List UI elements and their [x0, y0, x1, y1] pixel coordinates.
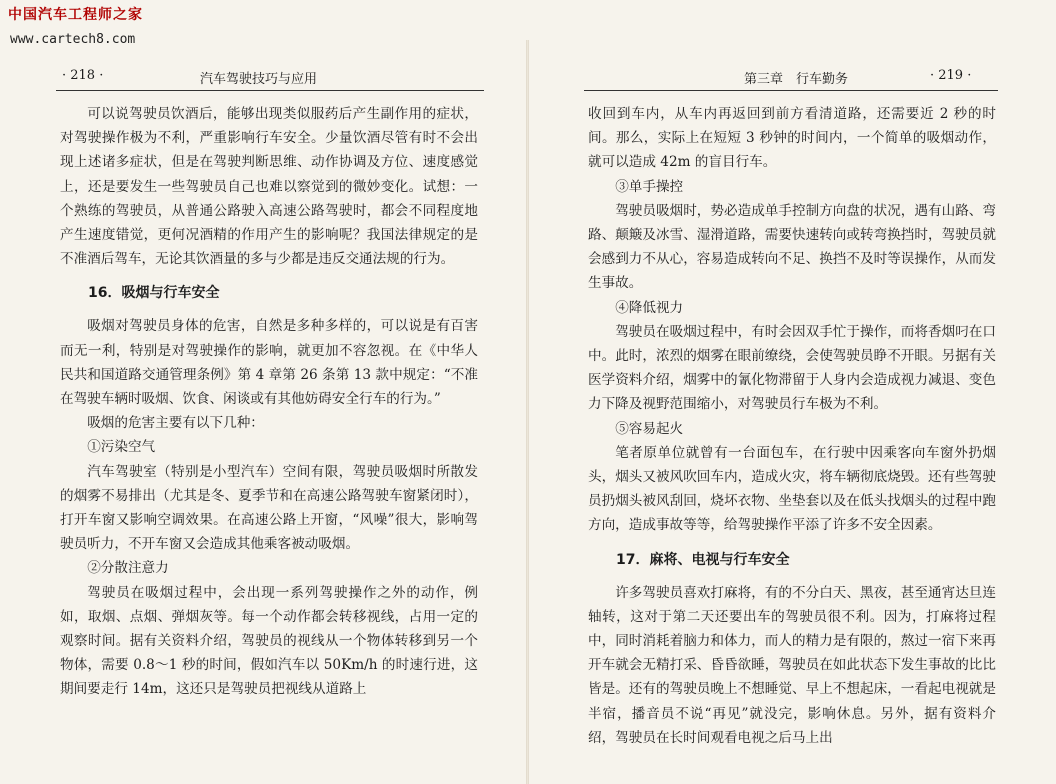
page-number: · 218 ·: [62, 68, 104, 83]
running-header: 第三章 行车勤务: [744, 72, 849, 87]
paragraph: 吸烟的危害主要有以下几种：: [87, 415, 264, 432]
paragraph: 收回到车内，从车内再返回到前方看清道路，还需要近 2 秒的时间。那么，实际上在短短 3 秒钟的时间内，一个简单的吸烟动作，就可以造成 42m 的盲目行车。: [588, 106, 996, 171]
page-body: [60, 102, 478, 702]
paragraph: 吸烟对驾驶员身体的危害，自然是多种多样的，可以说是有百害而无一利，特别是对驾驶操作的影响，就更加不容忽视。在《中华人民共和国道路交通管理条例》第 4 章第 26 条第 13 款中规定：“不准在驾驶车辆时吸烟、饮食、闲谈或有其他妨碍安全行车的行为。”: [60, 318, 478, 408]
subheading: ①污染空气: [87, 439, 156, 456]
paragraph: 驾驶员在吸烟过程中，会出现一系列驾驶操作之外的动作，例如，取烟、点烟、弹烟灰等。每一个动作都会转移视线，占用一定的观察时间。据有关资料介绍，驾驶员的视线从一个物体转移到另一个物体，需要 0.8～1 秒的时间，假如汽车以 50Km/h 的时速行进，这期间要走行 14m，这还只是驾驶员把视线从道路上: [60, 584, 478, 698]
running-header: 汽车驾驶技巧与应用: [200, 72, 318, 87]
section-heading: 16．吸烟与行车安全: [88, 285, 220, 302]
page-body: [588, 102, 996, 750]
paragraph: 驾驶员在吸烟过程中，有时会因双手忙于操作，而将香烟叼在口中。此时，浓烈的烟雾在眼前缭绕，会使驾驶员睁不开眼。另据有关医学资料介绍，烟雾中的氰化物滞留于人身内会造成视力减退、变色力下降及视野范围缩小，对驾驶员行车极为不利。: [588, 323, 996, 413]
left-page: [0, 58, 528, 778]
paragraph: 笔者原单位就曾有一台面包车，在行驶中因乘客向车窗外扔烟头，烟头又被风吹回车内，造成火灾，将车辆彻底烧毁。还有些驾驶员扔烟头被风刮回，烧坏衣物、坐垫套以及在低头找烟头的过程中跑方向，造成事故等等，给驾驶操作平添了许多不安全因素。: [588, 444, 996, 534]
subheading: ②分散注意力: [87, 560, 169, 577]
paragraph: 许多驾驶员喜欢打麻将，有的不分白天、黑夜，甚至通宵达旦连轴转，这对于第二天还要出车的驾驶员很不利。因为，打麻将过程中，同时消耗着脑力和体力，而人的精力是有限的，熬过一宿下来再开车就会无精打采、昏昏欲睡，驾驶员在如此状态下发生事故的比比皆是。还有的驾驶员晚上不想睡觉、早上不想起床，一看起电视就是半宿，播音员不说“再见”就没完，影响休息。另外，据有资料介绍，驾驶员在长时间观看电视之后马上出: [588, 584, 996, 746]
watermark-url: www.cartech8.com: [10, 32, 136, 47]
paragraph: 汽车驾驶室（特别是小型汽车）空间有限，驾驶员吸烟时所散发的烟雾不易排出（尤其是冬、夏季节和在高速公路驾驶车窗紧闭时），打开车窗又影响空调效果。在高速公路上开窗，“风噪”很大，影响驾驶员听力，不开车窗又会造成其他乘客被动吸烟。: [60, 463, 478, 553]
paragraph: 驾驶员吸烟时，势必造成单手控制方向盘的状况，遇有山路、弯路、颠簸及冰雪、湿滑道路，需要快速转向或转弯换挡时，驾驶员就会感到力不从心，容易造成转向不足、换挡不及时等误操作，从而发生事故。: [588, 202, 996, 292]
section-heading: 17．麻将、电视与行车安全: [616, 551, 790, 568]
header-rule: [56, 90, 484, 91]
watermark-title: 中国汽车工程师之家: [8, 7, 143, 23]
subheading: ③单手操控: [615, 178, 684, 195]
paragraph: 可以说驾驶员饮酒后，能够出现类似服药后产生副作用的症状，对驾驶操作极为不利，严重影响行车安全。少量饮酒尽管有时不会出现上述诸多症状，但是在驾驶判断思维、动作协调及方位、速度感觉上，还是要发生一些驾驶员自己也难以察觉到的微妙变化。试想：一个熟练的驾驶员，从普通公路驶入高速公路驾驶时，都会不同程度地产生速度错觉，更何况酒精的作用产生的影响呢？我国法律规定的是不准酒后驾车，无论其饮酒量的多与少都是违反交通法规的行为。: [60, 106, 478, 268]
subheading: ④降低视力: [615, 299, 684, 316]
header-rule: [584, 90, 998, 91]
page-number: · 219 ·: [930, 68, 972, 83]
subheading: ⑤容易起火: [615, 420, 684, 437]
right-page: [528, 58, 1056, 778]
